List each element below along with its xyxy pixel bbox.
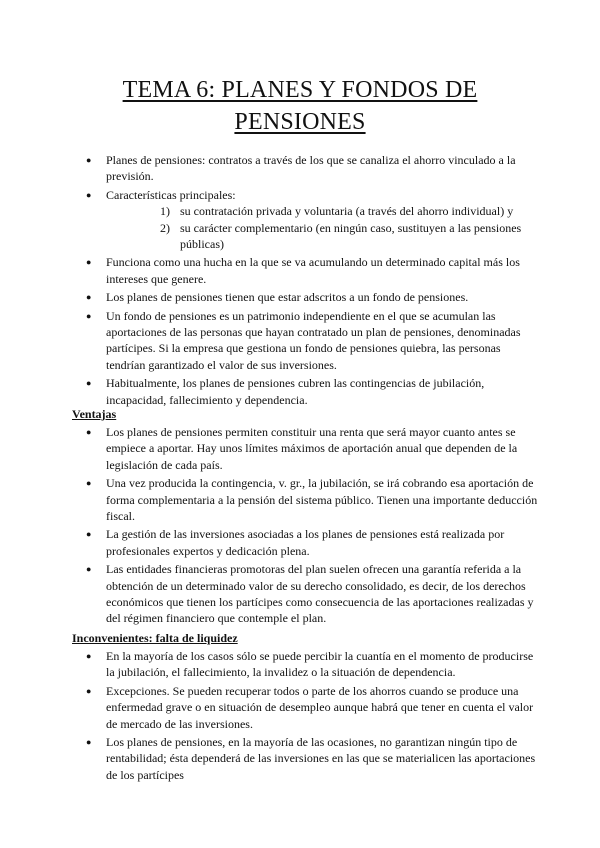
list-item: ● Las entidades financieras promotoras del plan suelen ofrecen una garantía referida a la obtención de un determinado valor de su derecho consolidado, es decir, de los derechos económicos que tienen los partícipes como consecuencia de las aportaciones realizadas y del régimen financiero que contemple el plan.	[72, 561, 542, 627]
list-item: ● Habitualmente, los planes de pensiones cubren las contingencias de jubilación, incapacidad, fallecimiento y dependencia.	[72, 375, 542, 408]
ventajas-section	[72, 406, 542, 629]
list-item: ● En la mayoría de los casos sólo se puede percibir la cuantía en el momento de producirse la jubilación, el fallecimiento, la invalidez o la situación de dependencia.	[72, 648, 542, 681]
inconvenientes-section	[72, 630, 542, 785]
intro-list	[72, 152, 542, 408]
inconvenientes-list	[72, 648, 542, 783]
sub-list-item	[106, 203, 542, 219]
list-item: ● Una vez producida la contingencia, v. gr., la jubilación, se irá cobrando esa aportación de forma complementaria a la pensión del sistema público. Tienen una importante deducción fiscal.	[72, 475, 542, 524]
list-item: ● Planes de pensiones: contratos a través de los que se canaliza el ahorro vinculado a la previsión.	[72, 152, 542, 185]
list-item: ● Funciona como una hucha en la que se va acumulando un determinado capital más los intereses que genere.	[72, 254, 542, 287]
sub-list-text: su contratación privada y voluntaria (a través del ahorro individual) y	[180, 204, 514, 219]
sub-list-number: 2)	[160, 220, 170, 235]
list-item: ● La gestión de las inversiones asociadas a los planes de pensiones está realizada por profesionales expertos y dedicación plena.	[72, 526, 542, 559]
sub-list-item	[106, 220, 542, 253]
list-item: ● Los planes de pensiones tienen que estar adscritos a un fondo de pensiones.	[72, 289, 542, 305]
title-line-1: TEMA 6: PLANES Y FONDOS DE	[122, 77, 478, 103]
inconvenientes-heading: Inconvenientes: falta de liquidez	[72, 631, 238, 645]
intro-section	[72, 152, 542, 410]
sub-list-text: su carácter complementario (en ningún caso, sustituyen a las pensiones públicas)	[180, 220, 522, 252]
list-item-text: Características principales:	[106, 187, 236, 202]
page-title	[60, 74, 540, 138]
list-item	[72, 187, 542, 253]
ventajas-list	[72, 424, 542, 627]
title-line-2: PENSIONES	[234, 109, 366, 135]
ventajas-heading: Ventajas	[72, 407, 117, 421]
sub-list-number: 1)	[160, 204, 170, 219]
list-item: ● Un fondo de pensiones es un patrimonio independiente en el que se acumulan las aportaciones de las personas que hayan contratado un plan de pensiones, denominadas partícipes. Si la empresa que gestiona un fondo de pensiones quiebra, las personas tendrían garantizado el valor de sus inversiones.	[72, 308, 542, 374]
list-item: ● Excepciones. Se pueden recuperar todos o parte de los ahorros cuando se produce una enfermedad grave o en situación de desempleo aunque habrá que tener en cuenta el valor de mercado de las inversiones.	[72, 683, 542, 732]
list-item: ● Los planes de pensiones, en la mayoría de las ocasiones, no garantizan ningún tipo de rentabilidad; ésta dependerá de las inversiones en las que se materialicen las aportaciones de los partícipes	[72, 734, 542, 783]
list-item: ● Los planes de pensiones permiten constituir una renta que será mayor cuanto antes se empiece a aportar. Hay unos límites máximos de aportación anual que dependen de la legislación de cada país.	[72, 424, 542, 473]
characteristics-list	[106, 203, 542, 252]
